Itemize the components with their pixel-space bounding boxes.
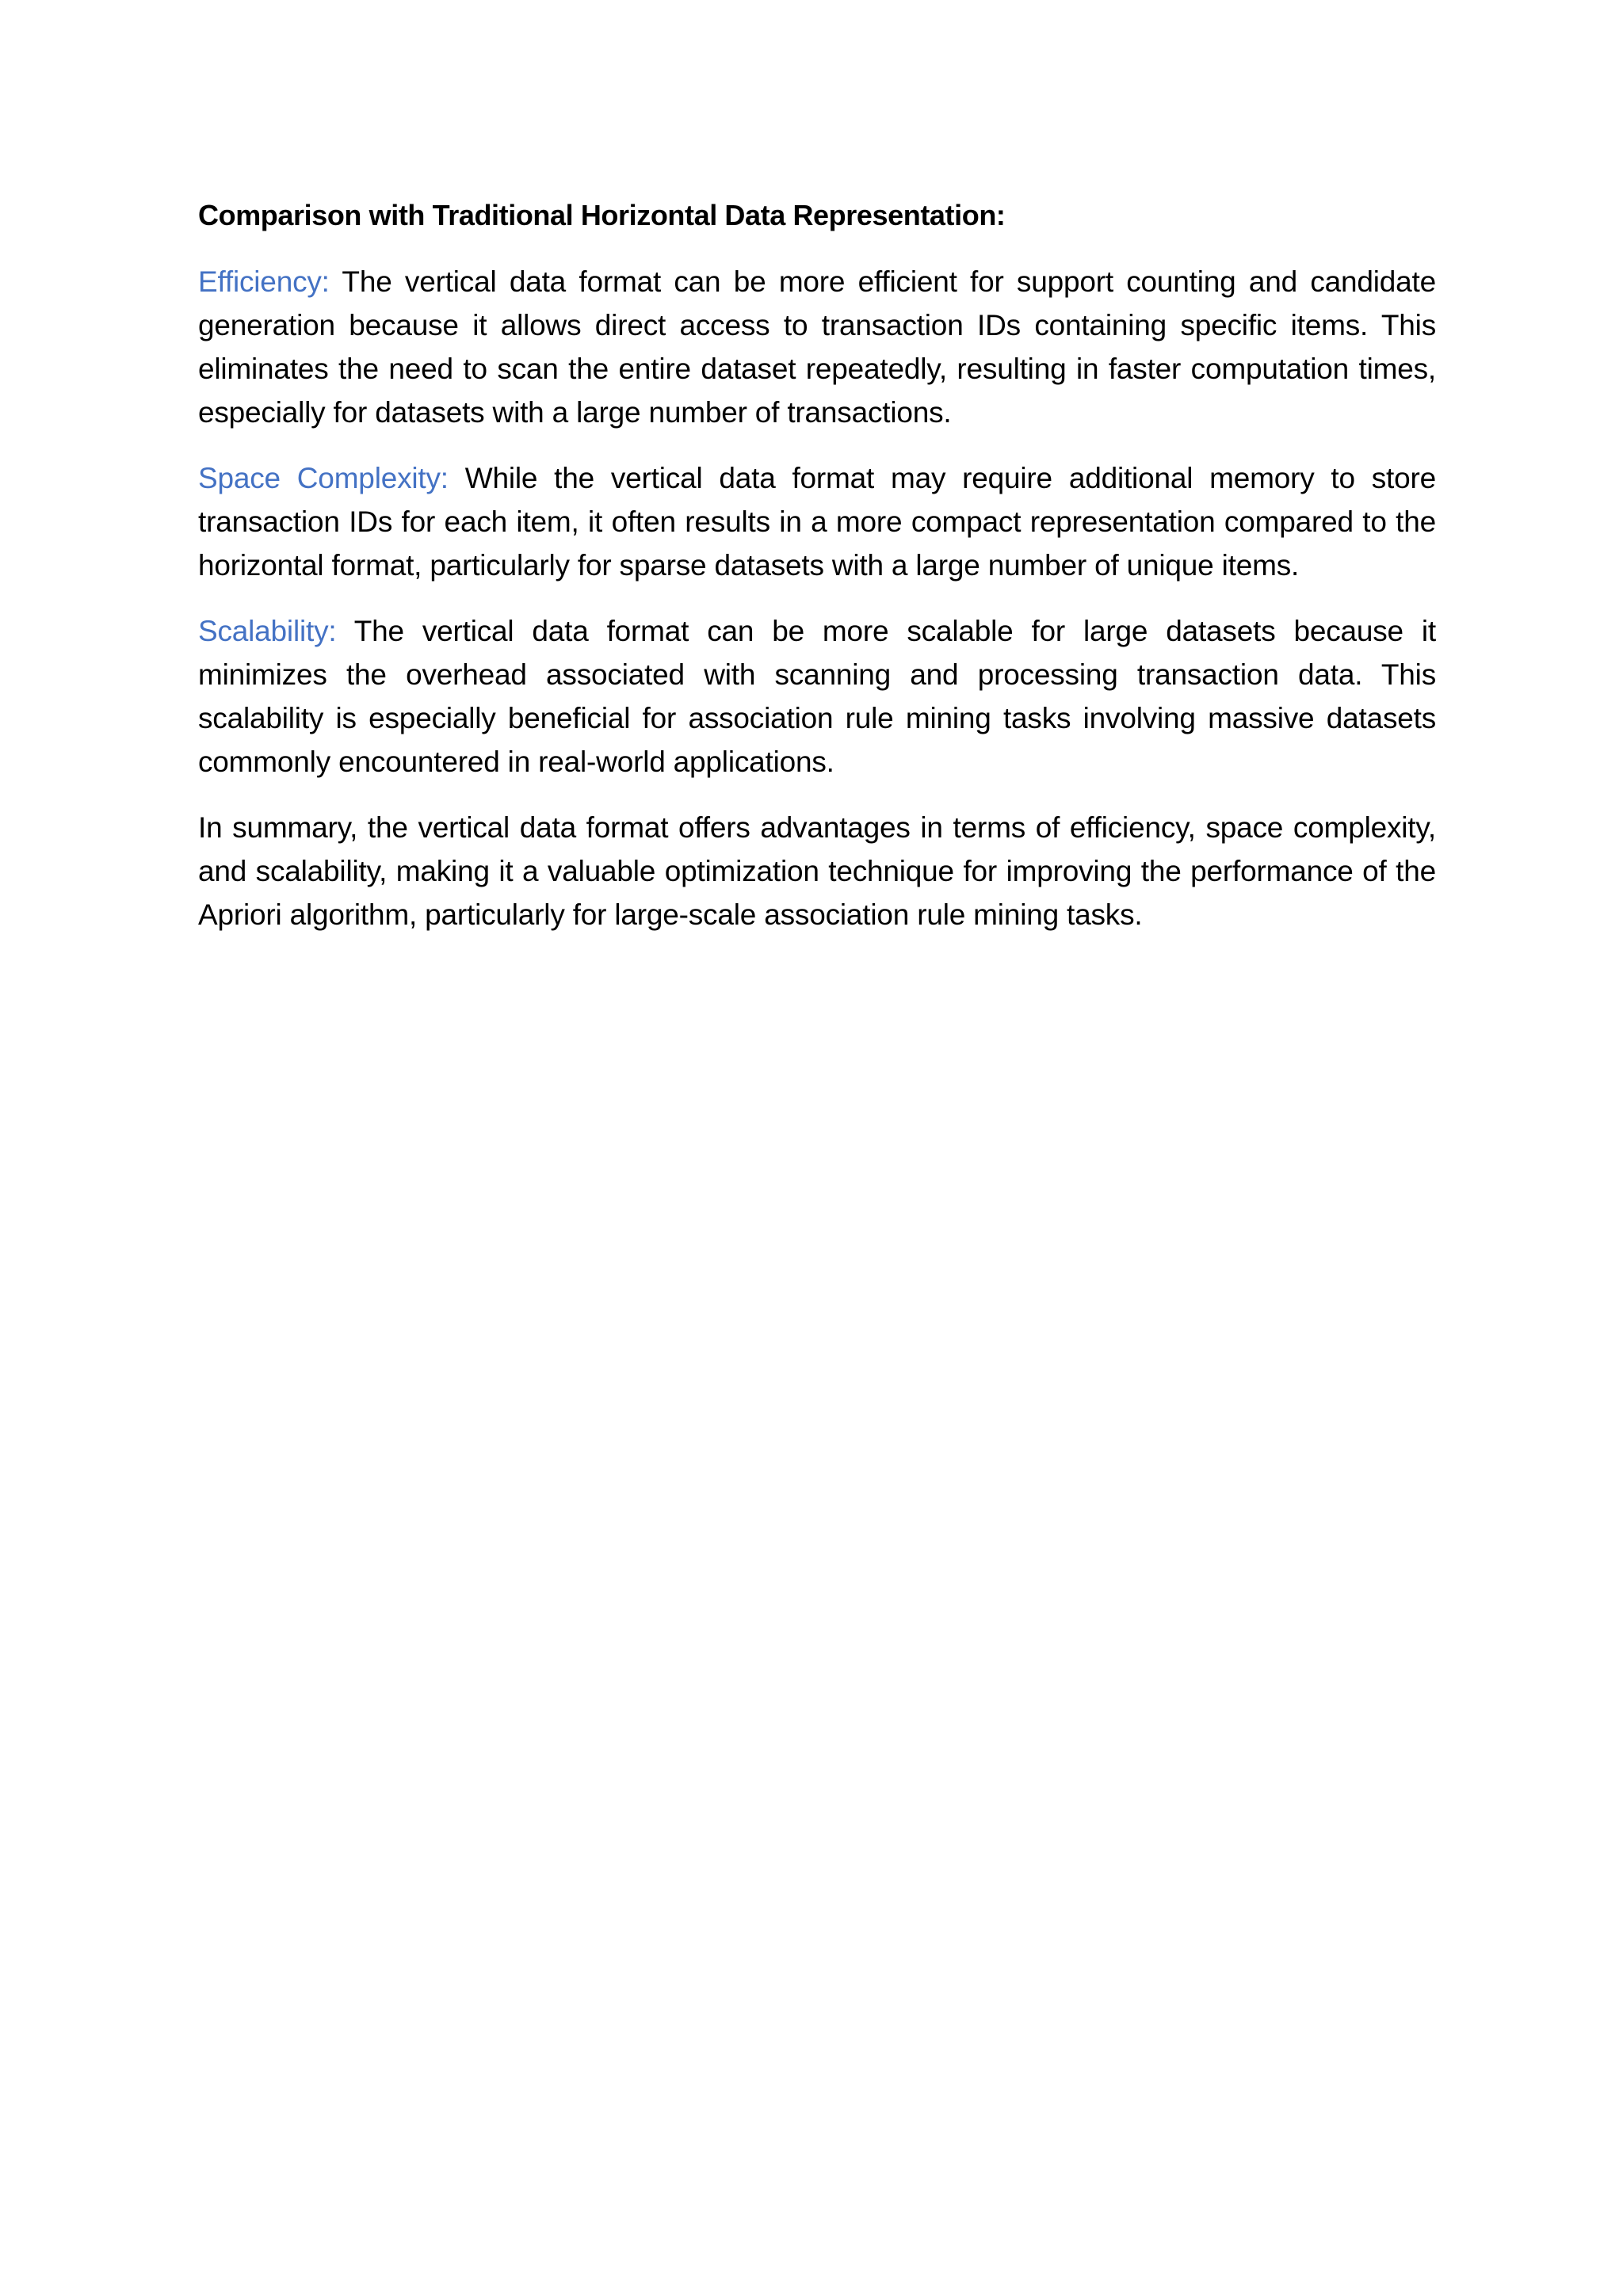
summary-paragraph: In summary, the vertical data format offers advantages in terms of efficiency, space complexity, and scalability, making it a valuable optimization technique for improving the performance of the Apriori algorithm, particularly for large-scale association rule mining tasks. xyxy=(198,811,1436,931)
space-complexity-text: While the vertical data format may require additional memory to store transaction IDs for each item, it often results in a more compact representation compared to the horizontal format, particularly for sparse datasets with a large number of unique items. xyxy=(198,462,1436,582)
scalability-lead: Scalability: xyxy=(198,615,337,647)
scalability-paragraph xyxy=(198,609,1436,784)
scalability-text: The vertical data format can be more scalable for large datasets because it minimizes the overhead associated with scanning and processing transaction data. This scalability is especially beneficial for association rule mining tasks involving massive datasets commonly encountered in real-world applications. xyxy=(198,615,1436,778)
efficiency-text: The vertical data format can be more efficient for support counting and candidate generation because it allows direct access to transaction IDs containing specific items. This eliminates the need to scan the entire dataset repeatedly, resulting in faster computation times, especially for datasets with a large number of transactions. xyxy=(198,265,1436,429)
space-complexity-lead: Space Complexity: xyxy=(198,462,449,494)
document-body xyxy=(198,198,1436,959)
section-heading: Comparison with Traditional Horizontal Data Representation: xyxy=(198,199,1006,231)
efficiency-paragraph xyxy=(198,260,1436,434)
efficiency-lead: Efficiency: xyxy=(198,265,330,298)
space-complexity-paragraph xyxy=(198,456,1436,587)
